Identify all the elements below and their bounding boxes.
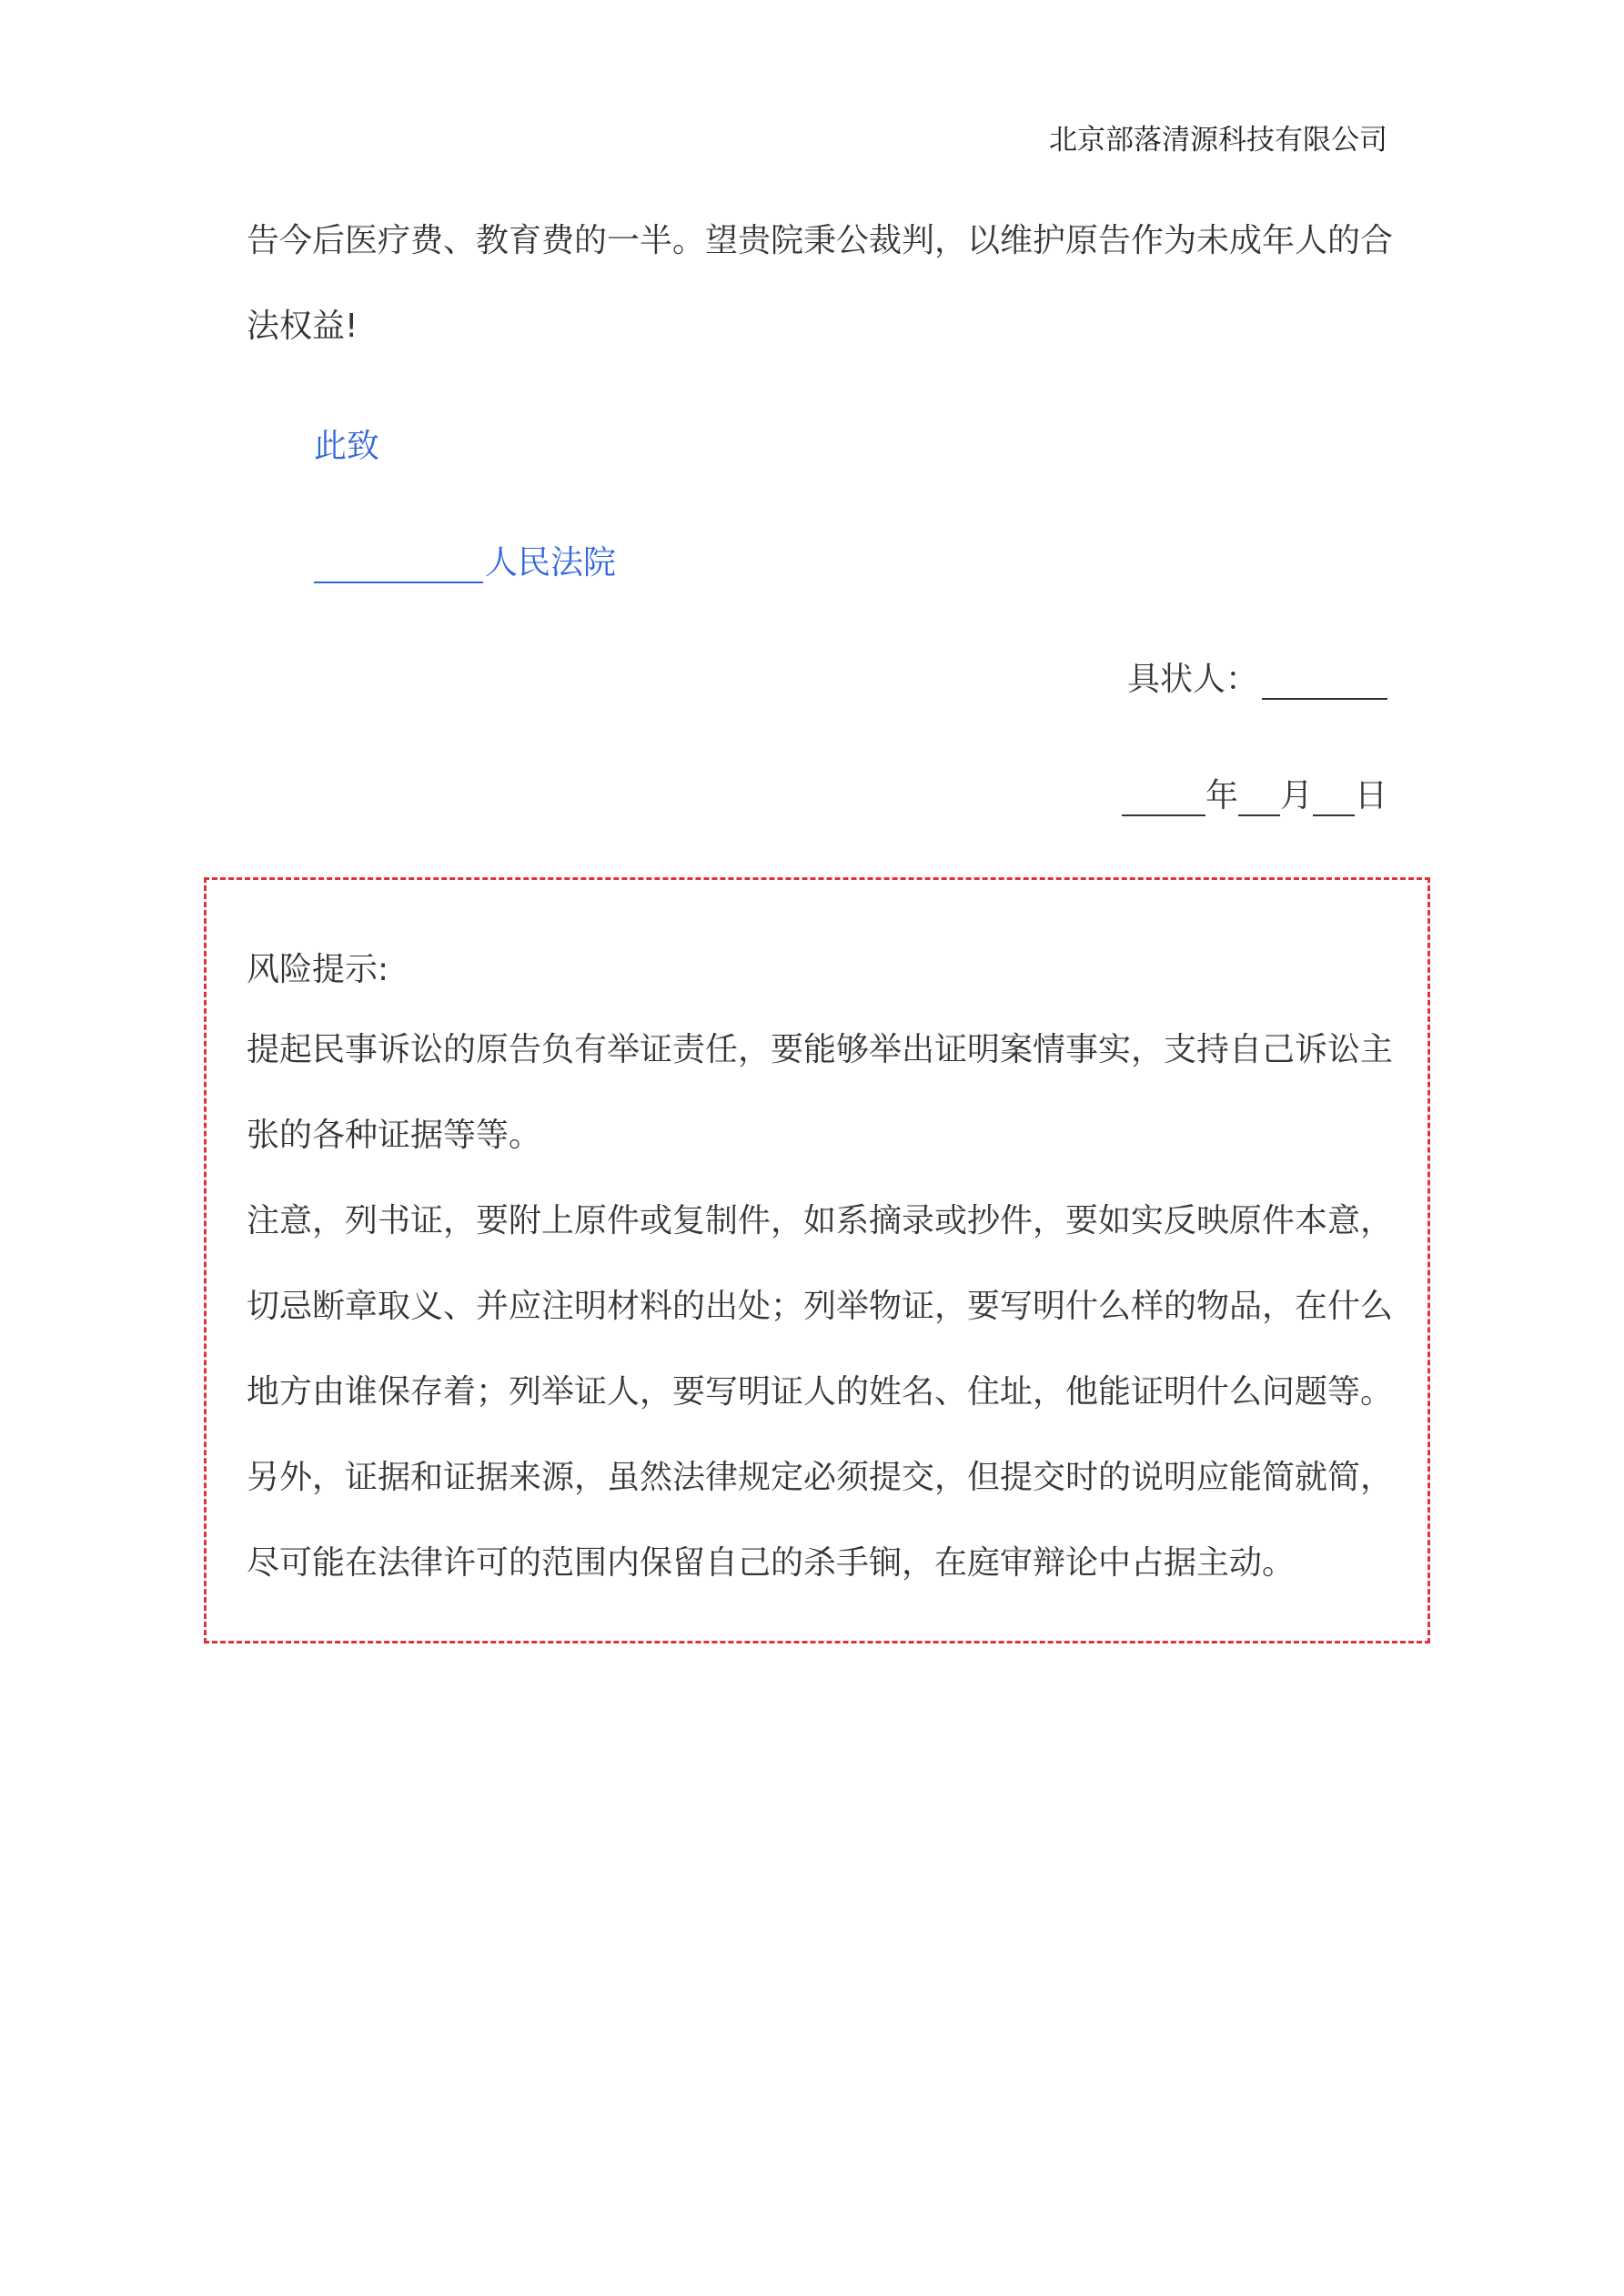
body-paragraph: 告今后医疗费、教育费的一半。望贵院秉公裁判，以维护原告作为未成年人的合法权益! — [247, 222, 1394, 345]
salutation-cizhi: 此致 — [314, 428, 380, 465]
signature-line — [1127, 653, 1387, 700]
signature-blank — [1262, 665, 1387, 700]
court-name-blank — [314, 549, 483, 583]
risk-paragraph: 另外，证据和证据来源，虽然法律规定必须提交，但提交时的说明应能简就简，尽可能在法律许可的范围内保留自己的杀手锏，在庭审辩论中占据主动。 — [247, 1459, 1394, 1582]
day-label: 日 — [1354, 777, 1387, 814]
risk-title: 风险提示: — [247, 951, 389, 988]
day-blank — [1313, 782, 1355, 816]
month-blank — [1238, 782, 1280, 816]
header-company-name: 北京部落清源科技有限公司 — [1049, 124, 1387, 157]
risk-paragraph: 提起民事诉讼的原告负有举证责任，要能够举出证明案情事实，支持自己诉讼主张的各种证据等等。 — [247, 1031, 1394, 1154]
risk-warning-box — [204, 877, 1430, 1644]
signature-label: 具状人： — [1126, 661, 1258, 698]
date-line — [1122, 770, 1387, 816]
salutation-court — [314, 537, 616, 583]
year-label: 年 — [1205, 777, 1238, 814]
court-suffix: 人民法院 — [485, 544, 617, 582]
year-blank — [1122, 782, 1205, 816]
month-label: 月 — [1279, 777, 1313, 814]
risk-paragraph: 注意，列书证，要附上原件或复制件，如系摘录或抄件，要如实反映原件本意，切忌断章取义、并应注明材料的出处；列举物证，要写明什么样的物品，在什么地方由谁保存着；列举证人，要写明证人的姓名、住址，他能证明什么问题等。 — [247, 1202, 1394, 1411]
